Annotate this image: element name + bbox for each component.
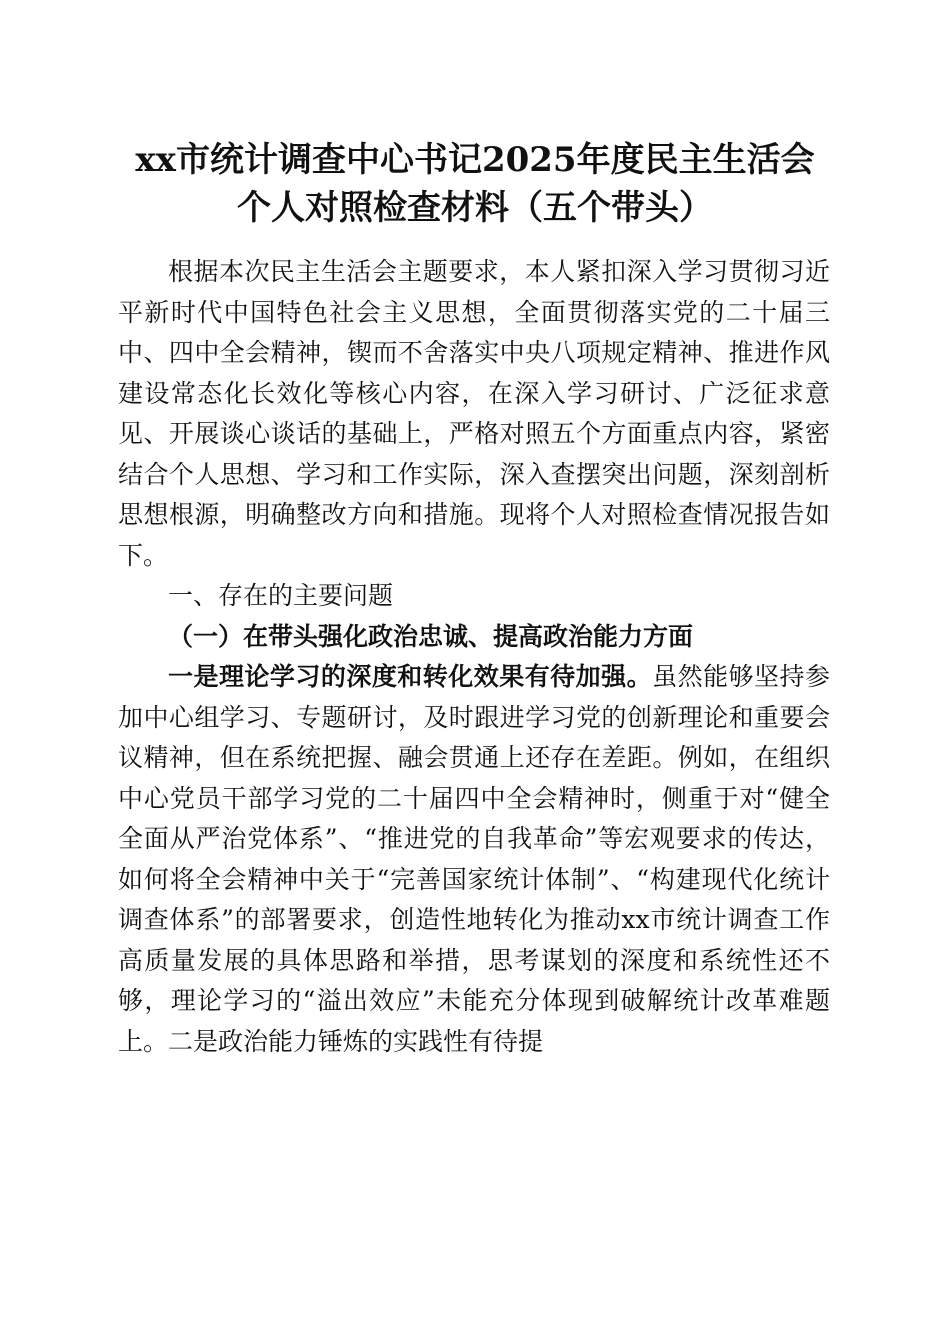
document-title (110, 136, 840, 232)
problem-tail-text: 二是政治能力锤炼的实践性有待提 (168, 1026, 544, 1056)
title-line-2: 个人对照检查材料（五个带头） (237, 188, 713, 228)
subsection-heading: （一）在带头强化政治忠诚、提高政治能力方面 (168, 621, 694, 651)
problem-paragraph (118, 657, 830, 1062)
document-body (118, 252, 830, 1062)
title-line-1: xx市统计调查中心书记2025年度民主生活会 (135, 140, 815, 180)
intro-paragraph: 根据本次民主生活会主题要求，本人紧扣深入学习贯彻习近平新时代中国特色社会主义思想，全面贯彻落实党的二十届三中、四中全会精神，锲而不舍落实中央八项规定精神、推进作风建设常态化长效化等核心内容，在深入学习研讨、广泛征求意见、开展谈心谈话的基础上，严格对照五个方面重点内容，紧密结合个人思想、学习和工作实际，深入查摆突出问题，深刻剖析思想根源，明确整改方向和措施。现将个人对照检查情况报告如下。 (118, 257, 830, 570)
problem-lead-text: 一是理论学习的深度和转化效果有待加强。 (168, 662, 653, 691)
section-heading: 一、存在的主要问题 (168, 581, 394, 610)
problem-body-text: 虽然能够坚持参加中心组学习、专题研讨，及时跟进学习党的创新理论和重要会议精神，但在系统把握、融会贯通上还存在差距。例如，在组织中心党员干部学习党的二十届四中全会精神时，侧重于对“健全全面从严治党体系”、“推进党的自我革命”等宏观要求的传达，如何将全会精神中关于“完善国家统计体制”、“构建现代化统计调查体系”的部署要求，创造性地转化为推动xx市统计调查工作高质量发展的具体思路和举措，思考谋划的深度和系统性还不够，理论学习的“溢出效应”未能充分体现到破解统计改革难题上。 (118, 662, 830, 1056)
